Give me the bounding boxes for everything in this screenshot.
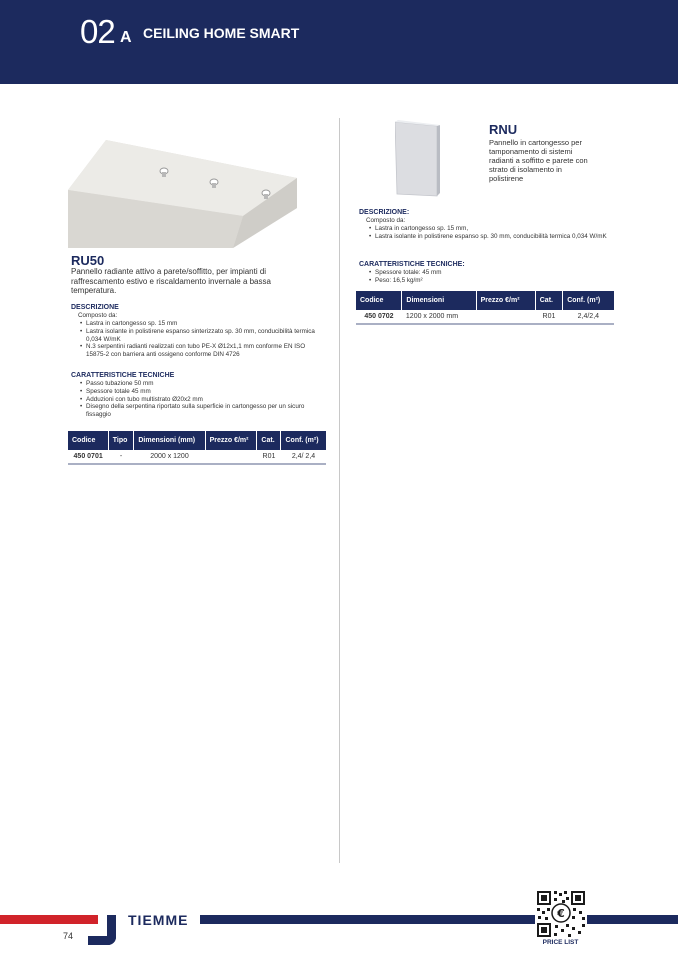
col-cat: Cat. bbox=[257, 431, 281, 450]
cell-dimensioni: 1200 x 2000 mm bbox=[402, 310, 476, 324]
col-prezzo: Prezzo €/m² bbox=[476, 291, 535, 310]
rnu-descrizione-heading: DESCRIZIONE: bbox=[359, 209, 410, 216]
table-row bbox=[356, 310, 614, 324]
cell-dimensioni: 2000 x 1200 bbox=[134, 450, 205, 464]
list-item: • Disegno della serpentina riportato sulla superficie in cartongesso per un sicuro fissaggio bbox=[78, 403, 326, 419]
col-tipo: Tipo bbox=[108, 431, 134, 450]
ru50-description: Pannello radiante attivo a parete/soffitto, per impianti di raffrescamento estivo e riscaldamento invernale a bassa temperatura. bbox=[71, 267, 271, 295]
ru50-panel-image bbox=[68, 138, 297, 248]
ru50-caratteristiche-heading: CARATTERISTICHE TECNICHE bbox=[71, 372, 175, 379]
table-row bbox=[68, 450, 326, 464]
cell-codice: 450 0701 bbox=[68, 450, 108, 464]
list-item: • Lastra in cartongesso sp. 15 mm, bbox=[367, 225, 615, 233]
col-conf: Conf. (m²) bbox=[281, 431, 326, 450]
table-header-row bbox=[68, 431, 326, 450]
qr-euro-symbol: € bbox=[557, 907, 565, 920]
list-item: • Lastra in cartongesso sp. 15 mm bbox=[78, 320, 326, 328]
list-item: • Lastra isolante in polistirene espanso sinterizzato sp. 30 mm, conducibilità termica 0,034 W/mK bbox=[78, 328, 326, 344]
cell-cat: R01 bbox=[535, 310, 562, 324]
page-number: 74 bbox=[63, 931, 74, 941]
rnu-caratteristiche-list bbox=[367, 269, 567, 285]
section-letter: A bbox=[120, 29, 132, 46]
section-number: 02 bbox=[80, 13, 115, 50]
list-item: • Passo tubazione 50 mm bbox=[78, 380, 326, 388]
list-item: • Peso: 16,5 kg/m² bbox=[367, 277, 567, 285]
column-divider bbox=[339, 118, 340, 863]
cell-cat: R01 bbox=[257, 450, 281, 464]
ru50-title: RU50 bbox=[71, 253, 105, 268]
rnu-description: Pannello in cartongesso per tamponamento di sistemi radianti a soffitto e parete con strato di isolamento in polistirene bbox=[489, 138, 588, 183]
cell-prezzo bbox=[205, 450, 257, 464]
rnu-composto: Composto da: bbox=[366, 217, 406, 224]
rnu-caratteristiche-heading: CARATTERISTICHE TECNICHE: bbox=[359, 261, 465, 268]
table-header-row bbox=[356, 291, 614, 310]
col-conf: Conf. (m²) bbox=[563, 291, 614, 310]
col-prezzo: Prezzo €/m² bbox=[205, 431, 257, 450]
header-band bbox=[0, 0, 678, 84]
qr-code-icon[interactable] bbox=[535, 889, 587, 939]
cell-prezzo bbox=[476, 310, 535, 324]
col-dimensioni: Dimensioni bbox=[402, 291, 476, 310]
ru50-price-table bbox=[68, 431, 326, 465]
list-item: • Adduzioni con tubo multistrato Ø20x2 mm bbox=[78, 396, 326, 404]
cell-codice: 450 0702 bbox=[356, 310, 402, 324]
col-codice: Codice bbox=[68, 431, 108, 450]
cell-conf: 2,4/ 2,4 bbox=[281, 450, 326, 464]
list-item: • Spessore totale 45 mm bbox=[78, 388, 326, 396]
footer-red-bar bbox=[0, 915, 98, 924]
footer-navy-bar bbox=[200, 915, 678, 924]
price-list-label: PRICE LIST bbox=[542, 939, 579, 946]
section-title: CEILING HOME SMART bbox=[143, 25, 300, 41]
rnu-title: RNU bbox=[489, 122, 518, 137]
col-cat: Cat. bbox=[535, 291, 562, 310]
rnu-descrizione-list bbox=[367, 225, 615, 241]
col-codice: Codice bbox=[356, 291, 402, 310]
ru50-composto: Composto da: bbox=[78, 312, 118, 319]
ru50-descrizione-heading: DESCRIZIONE bbox=[71, 304, 119, 311]
list-item: • N.3 serpentini radianti realizzati con tubo PE-X Ø12x1,1 mm conforme EN ISO 15875-2 con barriera anti ossigeno conforme DIN 4726 bbox=[78, 343, 326, 359]
col-dimensioni: Dimensioni (mm) bbox=[134, 431, 205, 450]
cell-tipo: - bbox=[108, 450, 134, 464]
ru50-caratteristiche-list bbox=[78, 380, 326, 419]
rnu-price-table bbox=[356, 291, 614, 325]
ru50-descrizione-list bbox=[78, 320, 326, 359]
list-item: • Lastra isolante in polistirene espanso sp. 30 mm, conducibilità termica 0,034 W/mK bbox=[367, 233, 615, 241]
cell-conf: 2,4/2,4 bbox=[563, 310, 614, 324]
list-item: • Spessore totale: 45 mm bbox=[367, 269, 567, 277]
rnu-panel-image bbox=[395, 120, 441, 198]
footer-hook bbox=[88, 915, 116, 945]
brand-logo: TIEMME bbox=[128, 912, 189, 928]
